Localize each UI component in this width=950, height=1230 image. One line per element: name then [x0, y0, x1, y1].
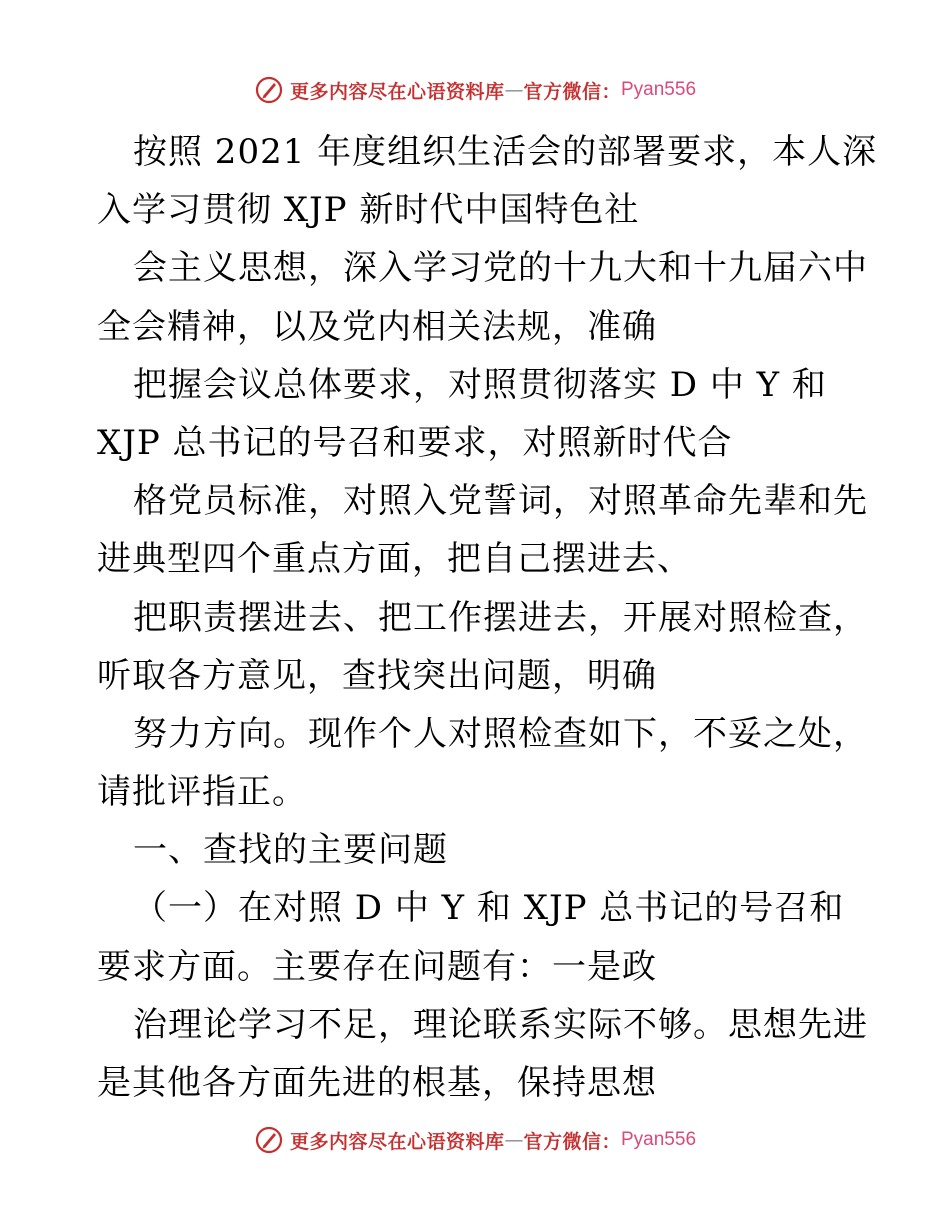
- quill-pen-icon: [254, 75, 284, 105]
- banner-wechat-id: Pyan556: [621, 79, 697, 100]
- paragraph-line: 努力方向。现作个人对照检查如下，不妥之处，: [133, 713, 868, 754]
- subsection-heading: （一）在对照 D 中 Y 和 XJP 总书记的号召和: [133, 888, 845, 929]
- banner-site-text: 更多内容尽在心语资料库: [289, 80, 505, 103]
- paragraph-line: 会主义思想，深入学习党的十九大和十九届六中: [133, 248, 868, 289]
- banner-wechat-label: 官方微信：: [523, 1130, 621, 1153]
- banner-wechat-id: Pyan556: [621, 1129, 697, 1150]
- paragraph-line: 把职责摆进去、把工作摆进去，开展对照检查，: [133, 597, 868, 638]
- paragraph-line: XJP 总书记的号召和要求，对照新时代合: [97, 422, 733, 463]
- paragraph-line: 进典型四个重点方面，把自己摆进去、: [97, 539, 692, 580]
- quill-pen-icon: [254, 1125, 284, 1155]
- paragraph-line: 入学习贯彻 XJP 新时代中国特色社: [97, 190, 640, 231]
- paragraph-line: 要求方面。主要存在问题有：一是政: [97, 946, 657, 987]
- paragraph-line: 请批评指正。: [97, 772, 307, 813]
- document-body: [97, 123, 878, 1112]
- banner-wechat-label: 官方微信：: [523, 80, 621, 103]
- paragraph-line: 是其他各方面先进的根基，保持思想: [97, 1063, 657, 1103]
- paragraph-line: 全会精神，以及党内相关法规，准确: [97, 306, 657, 347]
- banner-site-text: 更多内容尽在心语资料库: [289, 1130, 505, 1153]
- paragraph-line: 治理论学习不足，理论联系实际不够。思想先进: [133, 1004, 868, 1045]
- header-banner: [0, 70, 950, 110]
- banner-dash: —: [504, 1129, 524, 1151]
- paragraph-line: 把握会议总体要求，对照贯彻落实 D 中 Y 和: [133, 364, 827, 405]
- paragraph-line: 格党员标准，对照入党誓词，对照革命先辈和先: [133, 481, 868, 522]
- banner-dash: —: [504, 79, 524, 101]
- footer-banner: [0, 1120, 950, 1160]
- section-heading: 一、查找的主要问题: [133, 830, 448, 871]
- paragraph-line: 听取各方意见，查找突出问题，明确: [97, 655, 657, 696]
- paragraph-line: 按照 2021 年度组织生活会的部署要求，本人深: [133, 132, 878, 172]
